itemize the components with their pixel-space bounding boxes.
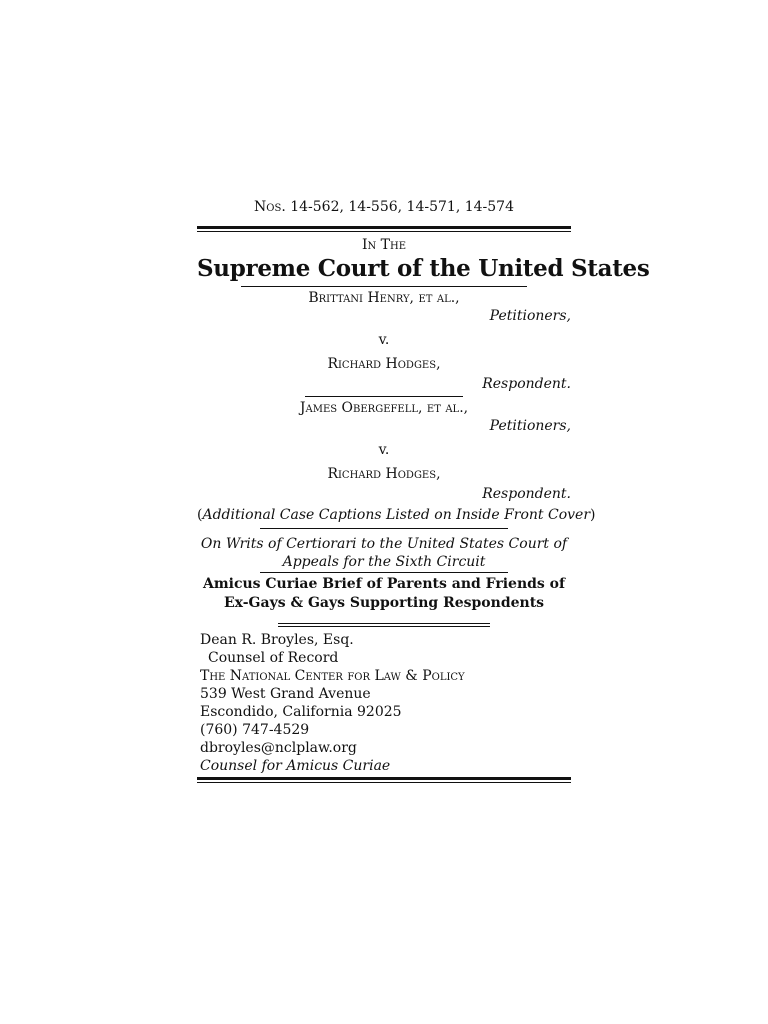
writs-rule-top — [260, 528, 508, 529]
counsel-phone: (760) 747-4529 — [200, 722, 310, 738]
respondent-role: Respondent. — [482, 376, 571, 392]
bottom-double-rule — [197, 777, 571, 783]
counsel-name: Dean R. Broyles, Esq. — [200, 632, 354, 648]
counsel-email: dbroyles@nclplaw.org — [200, 740, 357, 756]
writs-rule-bottom — [260, 572, 508, 573]
respondent-role: Respondent. — [482, 486, 571, 502]
case-caption-2 — [197, 399, 571, 503]
additional-captions-note: (Additional Case Captions Listed on Inside Front Cover) — [197, 507, 596, 523]
petitioner-name: Brittani Henry, et al., — [308, 290, 460, 306]
petitioner-role: Petitioners, — [489, 308, 571, 324]
brief-cover — [197, 198, 650, 783]
brief-title: Amicus Curiae Brief of Parents and Friends of Ex-Gays & Gays Supporting Respondents — [202, 576, 566, 611]
respondent-name: Richard Hodges, — [327, 466, 441, 482]
counsel-role: Counsel of Record — [208, 650, 339, 666]
petitioner-name: James Obergefell, et al., — [299, 400, 469, 416]
counsel-block — [200, 631, 571, 775]
case-caption-1 — [197, 289, 571, 393]
respondent-name: Richard Hodges, — [327, 356, 441, 372]
in-the-label: In The — [361, 237, 407, 253]
counsel-for: Counsel for Amicus Curiae — [200, 758, 391, 774]
title-double-rule — [278, 623, 490, 627]
docket-numbers: Nos. 14-562, 14-556, 14-571, 14-574 — [254, 199, 514, 215]
counsel-organization: The National Center for Law & Policy — [200, 668, 465, 684]
caption-divider — [305, 396, 463, 397]
versus: v. — [378, 442, 390, 458]
petitioner-role: Petitioners, — [489, 418, 571, 434]
counsel-city: Escondido, California 92025 — [200, 704, 402, 720]
counsel-street: 539 West Grand Avenue — [200, 686, 371, 702]
court-name: Supreme Court of the United States — [197, 255, 650, 282]
versus: v. — [378, 332, 390, 348]
writs-statement: On Writs of Certiorari to the United States Court of Appeals for the Sixth Circuit — [200, 536, 568, 570]
court-rule — [241, 286, 527, 287]
